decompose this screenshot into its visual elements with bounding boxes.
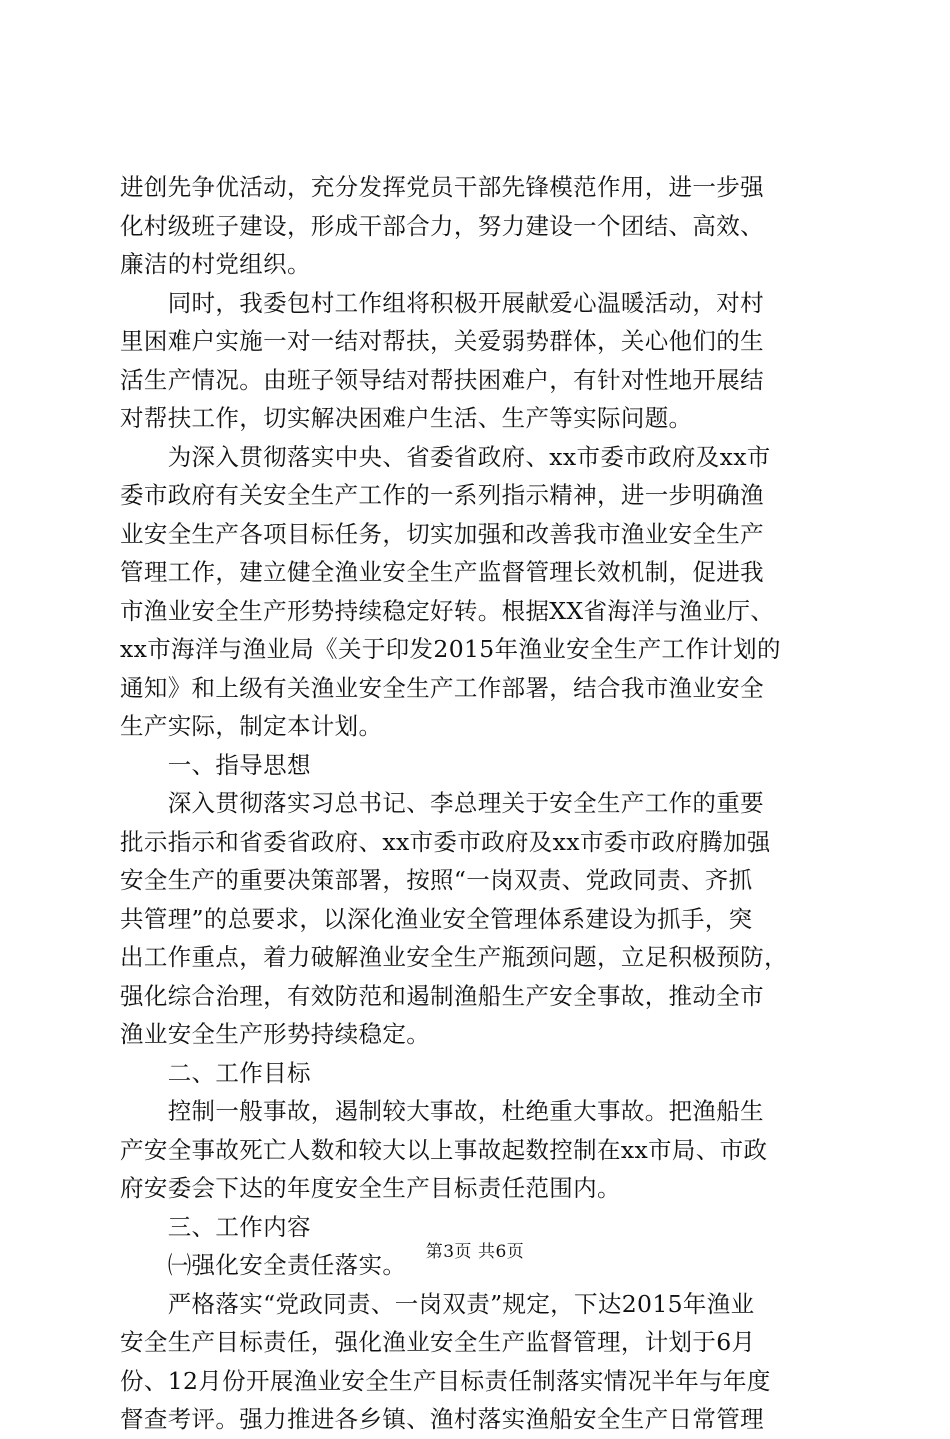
text-line: 委市政府有关安全生产工作的一系列指示精神，进一步明确渔 [120,481,764,509]
text-line: 廉洁的村党组织。 [120,250,311,278]
text-line: 对帮扶工作，切实解决困难户生活、生产等实际问题。 [120,404,693,432]
text-line: 控制一般事故，遏制较大事故，杜绝重大事故。把渔船生 [120,1097,764,1125]
text-line: 督查考评。强力推进各乡镇、渔村落实渔船安全生产日常管理 [120,1405,764,1433]
text-line: 业安全生产各项目标任务，切实加强和改善我市渔业安全生产 [120,519,764,548]
text-line: 同时，我委包村工作组将积极开展献爱心温暖活动，对村 [120,288,764,317]
text-line: 一、指导思想 [120,750,311,779]
text-line: 三、工作内容 [120,1212,311,1241]
text-line: 府安委会下达的年度安全生产目标责任范围内。 [120,1174,621,1202]
text-line: 为深入贯彻落实中央、省委省政府、xx市委市政府及xx市 [120,442,771,471]
text-line: 管理工作，建立健全渔业安全生产监督管理长效机制，促进我 [120,558,764,586]
text-line: 生产实际，制定本计划。 [120,712,383,740]
text-line: 二、工作目标 [120,1058,311,1087]
text-line: 深入贯彻落实习总书记、李总理关于安全生产工作的重要 [120,789,764,817]
text-line: 严格落实“党政同责、一岗双责”规定，下达2015年渔业 [120,1289,755,1318]
text-line: 渔业安全生产形势持续稳定。 [120,1020,431,1048]
text-line: 通知》和上级有关渔业安全生产工作部署，结合我市渔业安全 [120,673,764,702]
text-line: 共管理”的总要求，以深化渔业安全管理体系建设为抓手，突 [120,904,753,933]
text-line: xx市海洋与渔业局《关于印发2015年渔业安全生产工作计划的 [120,635,781,663]
text-line: 里困难户实施一对一结对帮扶，关爱弱势群体，关心他们的生 [120,327,764,355]
text-line: 进创先争优活动，充分发挥党员干部先锋模范作用，进一步强 [120,173,764,201]
text-line: 安全生产的重要决策部署，按照“一岗双责、党政同责、齐抓 [120,866,753,894]
page-footer: 第3页 共6页 [425,1242,525,1262]
text-line: 批示指示和省委省政府、xx市委市政府及xx市委市政府腾加强 [120,827,771,856]
text-line: 化村级班子建设，形成干部合力，努力建设一个团结、高效、 [120,211,764,240]
text-line: 出工作重点，着力破解渔业安全生产瓶颈问题，立足积极预防， [120,943,788,971]
text-line: 强化综合治理，有效防范和遏制渔船生产安全事故，推动全市 [120,981,764,1010]
text-line: 市渔业安全生产形势持续稳定好转。根据XX省海洋与渔业厅、 [120,596,775,625]
text-line: 活生产情况。由班子领导结对帮扶困难户，有针对性地开展结 [120,365,764,394]
text-line: 份、12月份开展渔业安全生产目标责任制落实情况半年与年度 [120,1366,771,1395]
text-line: 安全生产目标责任，强化渔业安全生产监督管理，计划于6月 [120,1328,756,1356]
text-line: ㈠强化安全责任落实。 [120,1251,407,1279]
text-line: 产安全事故死亡人数和较大以上事故起数控制在xx市局、市政 [120,1135,768,1164]
